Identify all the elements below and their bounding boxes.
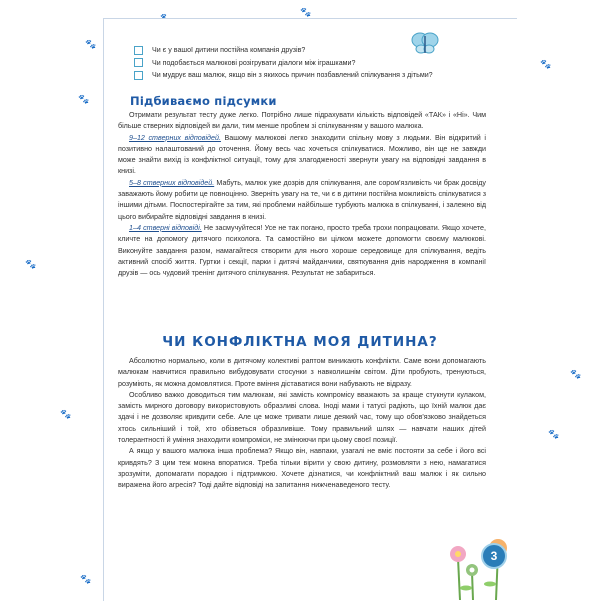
paw-print-icon: 🐾 bbox=[85, 39, 97, 49]
conflict-paragraph: Абсолютно нормально, коли в дитячому колективі раптом виникають конфлікти. Саме вони допомагають малюкам навчитися правильно вибудовувати стосунки з навколишнім світом. Діти пробують, тренуються, розуміють, як можна домовлятися. Проте вміння діставатися вони набувають не відразу. bbox=[118, 357, 486, 388]
result-label: 1–4 стверні відповіді. bbox=[129, 223, 202, 232]
checkbox[interactable] bbox=[134, 46, 143, 55]
checklist-item-text: Чи подобається малюкові розігрувати діалоги між іграшками? bbox=[152, 58, 356, 67]
summary-intro: Отримати результат тесту дуже легко. Потрібно лише підрахувати кількість відповідей «ТАК» і «Ні». Чим більше стверних відповідей ви дали, тим менше проблем зі спілкуванням у вашого малюка. bbox=[118, 111, 486, 131]
conflict-paragraph: Особливо важко доводиться тим малюкам, які замість компромісу вважають за краще стукнути кулаком, замість мирного договору використовують образливі слова. Іноді мами і татусі радіють, що їхній малюк дає здачі і не дозволяє кривдити себе. Але це може тривати лише деякий час, тому що обов'язково знайдеться хтось сильніший і той, хто обізветься образливіше. Тому правильний шлях — навчати наших дітей толерантності й уміння знаходити компроміси, не змінюючи при цьому своєї позиції. bbox=[118, 390, 486, 445]
paw-print-icon: 🐾 bbox=[25, 259, 37, 269]
summary-text bbox=[118, 110, 486, 279]
checkbox[interactable] bbox=[134, 71, 143, 80]
section-heading: ЧИ КОНФЛІКТНА МОЯ ДИТИНА? bbox=[162, 334, 438, 350]
paw-print-icon: 🐾 bbox=[78, 94, 90, 104]
checkbox[interactable] bbox=[134, 58, 143, 67]
result-paragraph bbox=[118, 178, 486, 223]
paw-print-icon: 🐾 bbox=[540, 59, 552, 69]
page-number: 3 bbox=[481, 543, 507, 569]
result-text: Вашому малюкові легко знаходити спільну мову з людьми. Він відкритий і позитивно налаштований до оточення. Йому весь час хочеться спілкуватися. Можливо, він ще не завжди може знайти вихід із конфліктної ситуації, тому для злагодженості звернути увагу на відповідні завдання в книзі. bbox=[118, 133, 486, 176]
result-text: Мабуть, малюк уже дозрів для спілкування, але сором'язливість чи брак досвіду заважають йому робити це повноцінно. Зверніть увагу на те, чи є в дитини постійна можливість спілкуватися з іншими дітьми. Поспостерігайте за тим, які проблеми найбільше турбують малюка в спілкуванні, і залежно від цього вибирайте відповідні завдання в книзі. bbox=[118, 178, 487, 221]
conflict-text bbox=[118, 356, 486, 492]
paw-print-icon: 🐾 bbox=[60, 409, 72, 419]
result-paragraph bbox=[118, 133, 486, 178]
paw-print-icon: 🐾 bbox=[300, 7, 312, 17]
result-label: 5–8 стверних відповідей. bbox=[129, 178, 215, 187]
checklist-item-text: Чи мудрує ваш малюк, якщо він з якихось причин позбавлений спілкування з дітьми? bbox=[152, 71, 433, 80]
paw-print-icon: 🐾 bbox=[548, 429, 560, 439]
flowers-decoration bbox=[440, 528, 520, 600]
checklist-item bbox=[134, 57, 504, 70]
result-text: Не засмучуйтеся! Усе не так погано, просто треба трохи попрацювати. Якщо хочете, кличте на допомогу дитячого психолога. Та самостійно ви цілком можете допомогти своєму малюкові. Виконуйте завдання разом, намагайтеся створити для нього хороше середовище для спілкування, ведіть активний спосіб життя. Гуртки і секції, парки і дитячі майданчики, святкування днів народження в компанії друзів — ось чудовий тренінг дитячого спілкування. Результат не забариться. bbox=[118, 223, 487, 278]
result-paragraph bbox=[118, 223, 486, 279]
checklist-item bbox=[134, 44, 504, 57]
checklist-item bbox=[134, 69, 504, 82]
paw-print-icon: 🐾 bbox=[570, 369, 582, 379]
paw-print-icon: 🐾 bbox=[80, 574, 92, 584]
summary-heading: Підбиваємо підсумки bbox=[130, 94, 277, 108]
conflict-paragraph: А якщо у вашого малюка інша проблема? Якщо він, навпаки, узагалі не вміє постояти за себе і його всі кривдять? З цим теж можна впоратися. Треба тільки вірити у свою дитину, розмовляти з нею, намагатися зрозуміти, допомагати порадою і підтримкою. Хочете дізнатися, чи конфліктний ваш малюк і як сильно виражена його агресія? Тоді дайте відповіді на запитання нижченаведеного тесту. bbox=[118, 447, 486, 490]
result-label: 9–12 стверних відповідей. bbox=[129, 133, 221, 142]
checklist-item-text: Чи є у вашої дитини постійна компанія друзів? bbox=[152, 46, 306, 55]
checklist bbox=[134, 44, 504, 82]
